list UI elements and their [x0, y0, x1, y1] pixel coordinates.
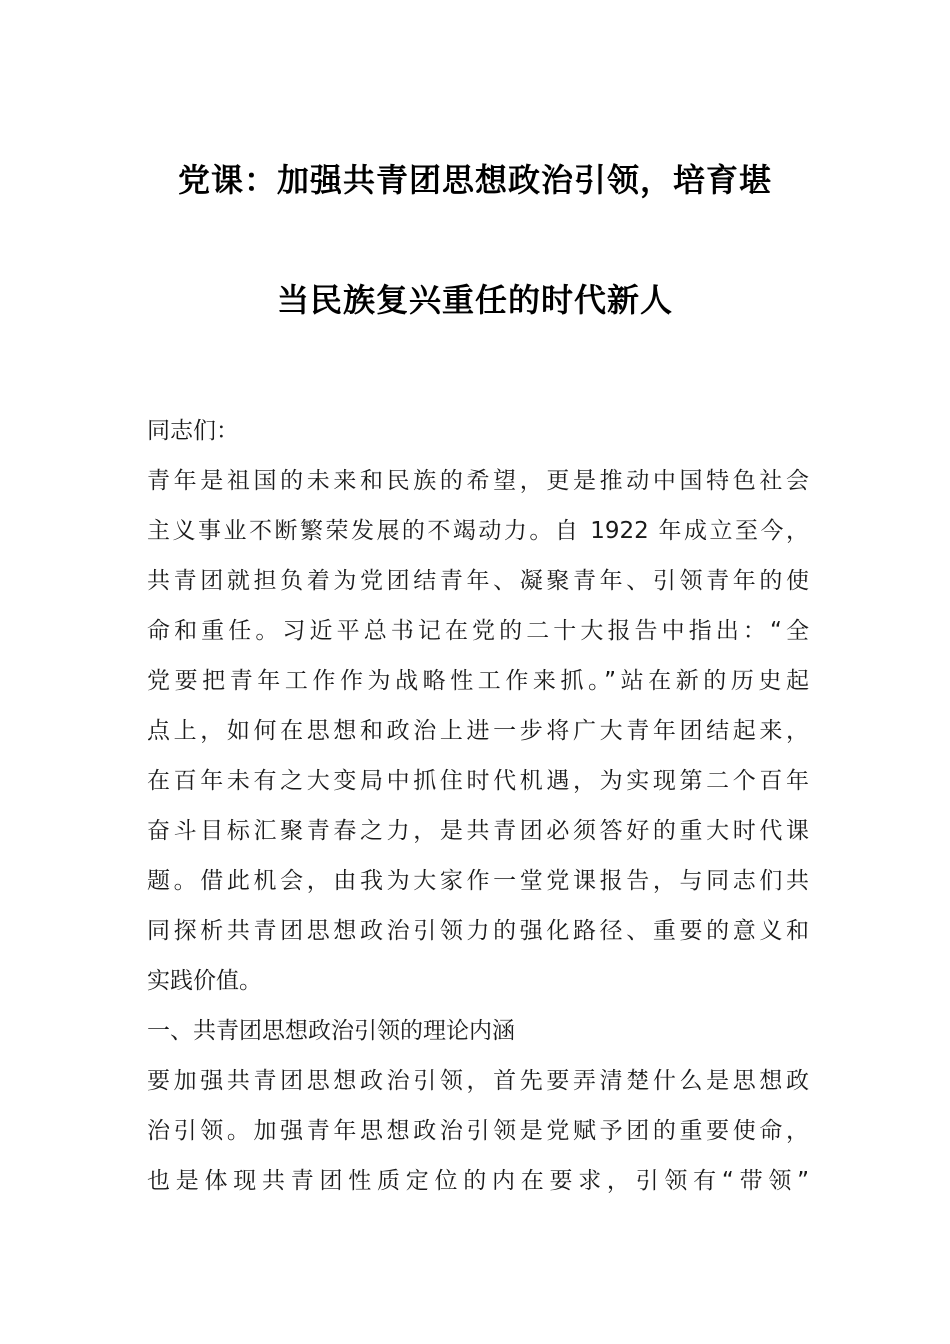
body-line: 命和重任。习近平总书记在党的二十大报告中指出：“全: [147, 618, 809, 644]
body-line: 题。借此机会，由我为大家作一堂党课报告，与同志们共: [147, 868, 809, 894]
body-line: 奋斗目标汇聚青春之力，是共青团必须答好的重大时代课: [147, 818, 809, 844]
body-line: 治引领。加强青年思想政治引领是党赋予团的重要使命，: [147, 1118, 809, 1144]
body-line: 同探析共青团思想政治引领力的强化路径、重要的意义和: [147, 918, 809, 944]
body-line: 同志们：: [147, 418, 239, 444]
body-line: 共青团就担负着为党团结青年、凝聚青年、引领青年的使: [147, 568, 809, 594]
body-line: 点上，如何在思想和政治上进一步将广大青年团结起来，: [147, 718, 809, 744]
body-line: 党要把青年工作作为战略性工作来抓。”站在新的历史起: [147, 668, 809, 694]
document-title-line-2: 当民族复兴重任的时代新人: [276, 281, 673, 319]
body-line: 一、共青团思想政治引领的理论内涵: [147, 1018, 515, 1044]
body-line: 实践价值。: [147, 968, 262, 994]
body-line: 主义事业不断繁荣发展的不竭动力。自 1922 年成立至今，: [147, 518, 809, 544]
body-line: 要加强共青团思想政治引领，首先要弄清楚什么是思想政: [147, 1068, 809, 1094]
document-title-line-1: 党课：加强共青团思想政治引领，培育堪: [177, 161, 772, 199]
body-line: 青年是祖国的未来和民族的希望，更是推动中国特色社会: [147, 468, 809, 494]
body-line: 也是体现共青团性质定位的内在要求，引领有“带领”: [147, 1168, 809, 1194]
body-line: 在百年未有之大变局中抓住时代机遇，为实现第二个百年: [147, 768, 809, 794]
document-body: [147, 406, 809, 1206]
